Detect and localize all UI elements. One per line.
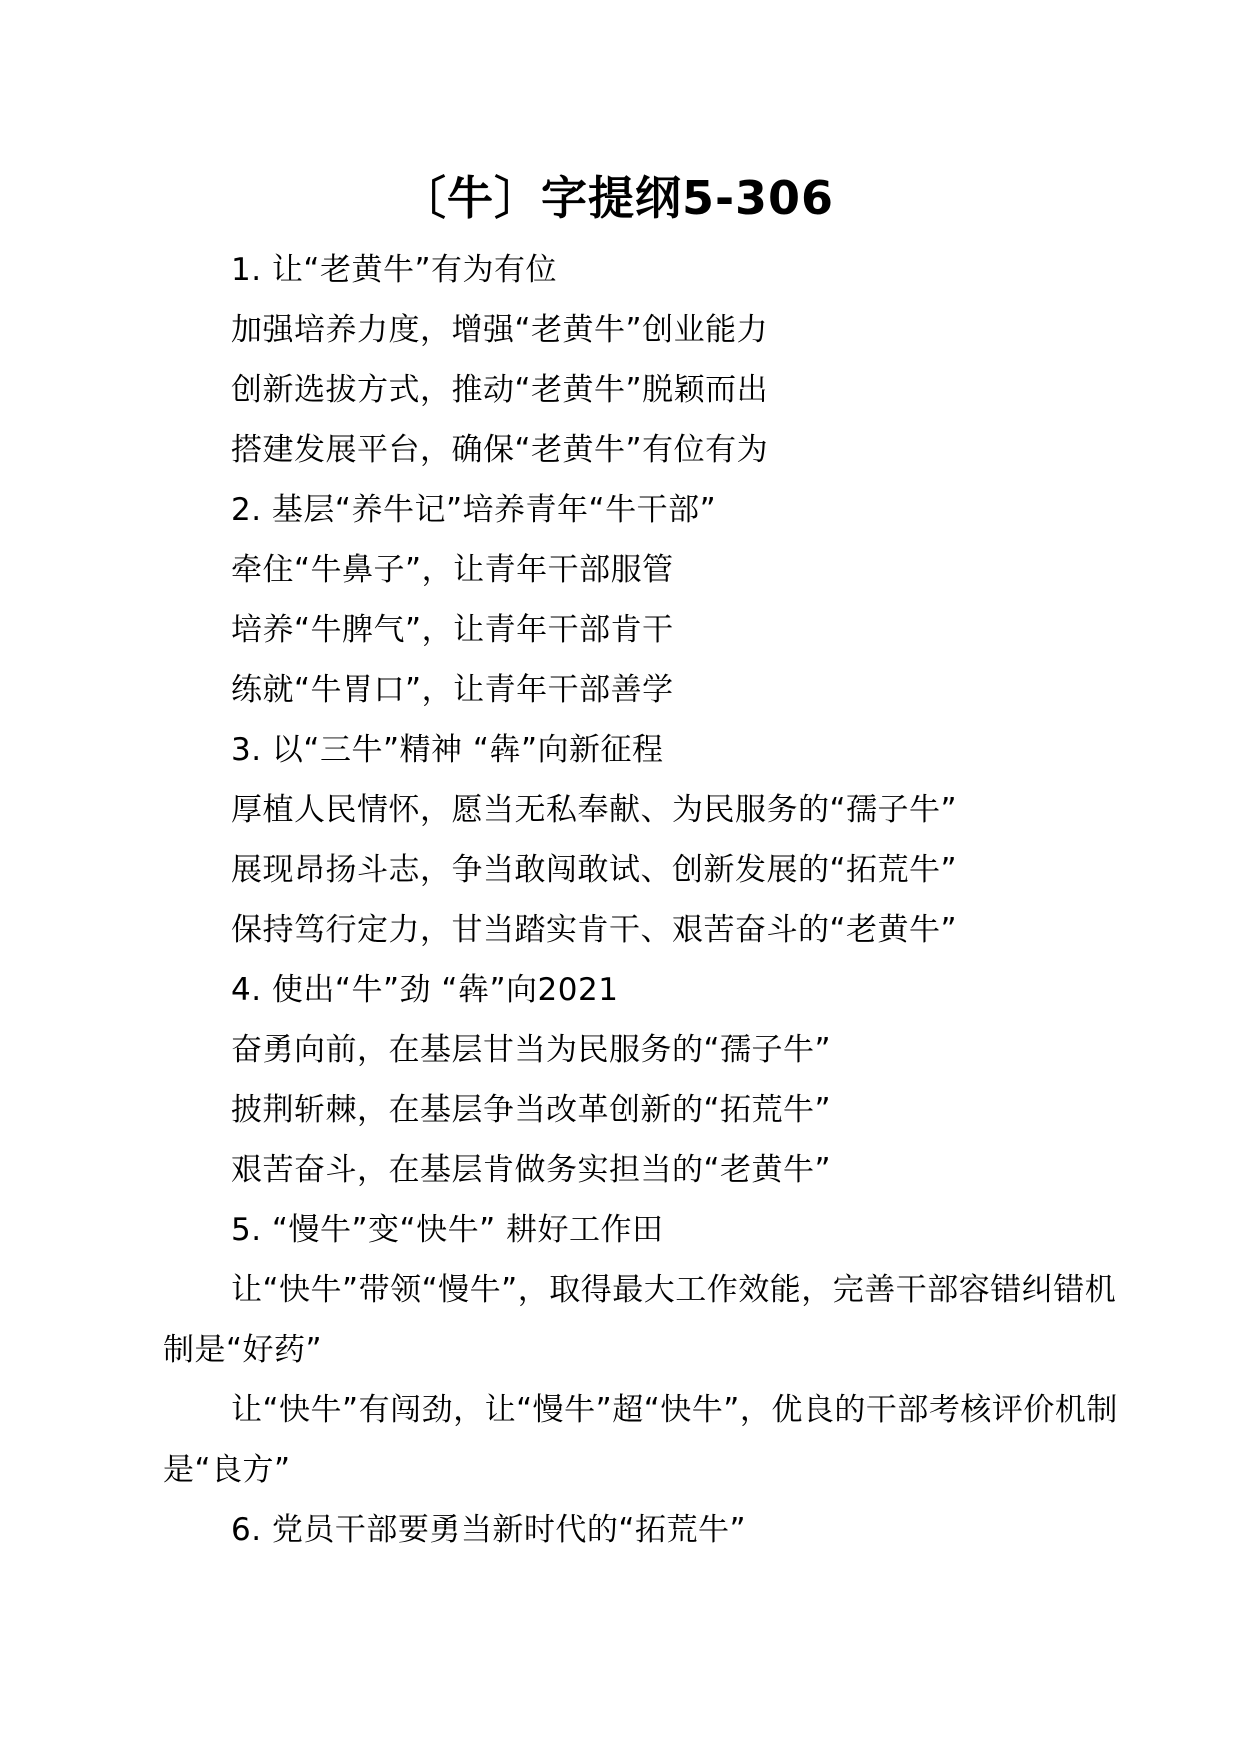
document-title: 〔牛〕字提纲5-306 <box>399 171 835 225</box>
heading-6: 6. 党员干部要勇当新时代的“拓荒牛” <box>231 1512 747 1548</box>
text-line: 披荆斩棘，在基层争当改革创新的“拓荒牛” <box>231 1092 832 1128</box>
document-body <box>163 240 1123 1560</box>
heading-2: 2. 基层“养牛记”培养青年“牛干部” <box>231 492 717 528</box>
text-line: 保持笃行定力，甘当踏实肯干、艰苦奋斗的“老黄牛” <box>231 912 958 948</box>
heading-5: 5. “慢牛”变“快牛” 耕好工作田 <box>231 1212 664 1248</box>
text-line: 展现昂扬斗志，争当敢闯敢试、创新发展的“拓荒牛” <box>231 852 958 888</box>
text-line: 创新选拔方式，推动“老黄牛”脱颖而出 <box>231 372 769 408</box>
text-line: 艰苦奋斗，在基层肯做务实担当的“老黄牛” <box>231 1152 832 1188</box>
heading-3: 3. 以“三牛”精神 “犇”向新征程 <box>231 732 664 768</box>
paragraph: 让“快牛”有闯劲，让“慢牛”超“快牛”，优良的干部考核评价机制是“良方” <box>163 1392 1118 1488</box>
text-line: 厚植人民情怀，愿当无私奉献、为民服务的“孺子牛” <box>231 792 958 828</box>
heading-4: 4. 使出“牛”劲 “犇”向2021 <box>231 972 619 1008</box>
text-line: 搭建发展平台，确保“老黄牛”有位有为 <box>231 432 769 468</box>
text-line: 奋勇向前，在基层甘当为民服务的“孺子牛” <box>231 1032 832 1068</box>
text-line: 牵住“牛鼻子”，让青年干部服管 <box>231 552 674 588</box>
text-line: 加强培养力度，增强“老黄牛”创业能力 <box>231 312 769 348</box>
heading-1: 1. 让“老黄牛”有为有位 <box>231 252 558 288</box>
paragraph: 让“快牛”带领“慢牛”，取得最大工作效能，完善干部容错纠错机制是“好药” <box>163 1272 1117 1368</box>
text-line: 练就“牛胃口”，让青年干部善学 <box>231 672 674 708</box>
text-line: 培养“牛脾气”，让青年干部肯干 <box>231 612 674 648</box>
